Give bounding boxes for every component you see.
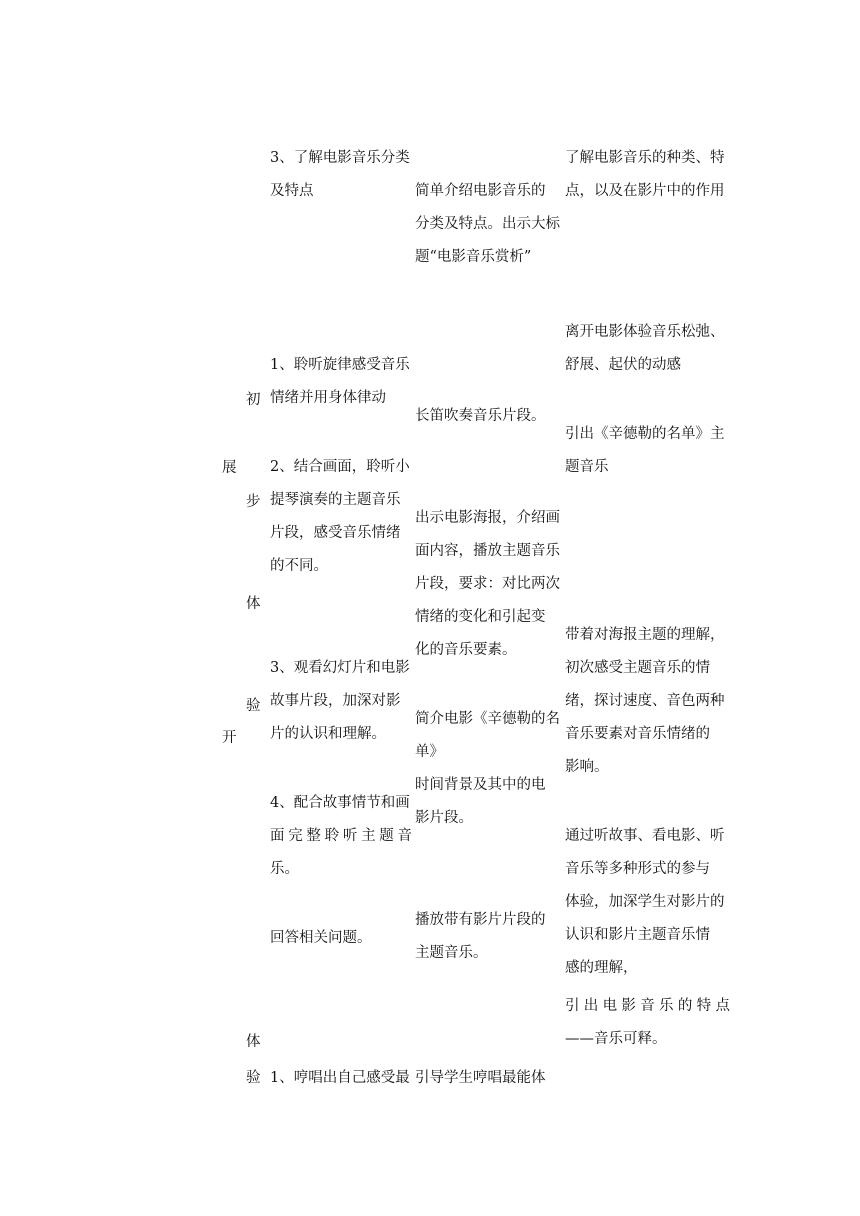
teacher-text: 主题音乐。 (415, 945, 488, 961)
purpose-text: 点，以及在影片中的作用 (565, 183, 725, 199)
teacher-text: 简单介绍电影音乐的 (415, 183, 546, 199)
teacher-text: 化的音乐要素。 (415, 642, 517, 658)
teacher-text: 情绪的变化和引起变 (415, 609, 546, 625)
activity-text: 故事片段，加深对影 (270, 693, 401, 709)
purpose-text: 通过听故事、看电影、听 (565, 828, 725, 844)
teacher-text: 简介电影《辛德勒的名 (415, 711, 560, 727)
teacher-text: 单》 (415, 744, 444, 760)
teacher-text: 出示电影海报，介绍画 (415, 510, 560, 526)
activity-text: 回答相关问题。 (270, 930, 372, 946)
activity-text: 1、哼唱出自己感受最 (270, 1070, 410, 1086)
stage-label-chu: 初 (246, 392, 261, 408)
purpose-text: 舒展、起伏的动感 (565, 357, 681, 373)
purpose-text: 引出《辛德勒的名单》主 (565, 426, 725, 442)
purpose-text: 音乐等多种形式的参与 (565, 861, 710, 877)
activity-text: 3、观看幻灯片和电影 (270, 660, 410, 676)
activity-text: 片的认识和理解。 (270, 726, 386, 742)
activity-text: 情绪并用身体律动 (270, 390, 386, 406)
purpose-text: 引出电影音乐的特点 (565, 998, 730, 1014)
purpose-text: 带着对海报主题的理解， (565, 627, 725, 643)
stage-label-yan: 验 (246, 698, 261, 714)
teacher-text: 影片段。 (415, 810, 473, 826)
stage-label-bu: 步 (246, 494, 261, 510)
stage-label-ti: 体 (246, 596, 261, 612)
activity-text: 3、了解电影音乐分类 (270, 150, 410, 166)
activity-text: 提琴演奏的主题音乐 (270, 492, 401, 508)
purpose-text: 离开电影体验音乐松弛、 (565, 324, 725, 340)
teacher-text: 分类及特点。出示大标 (415, 216, 560, 232)
activity-text: 片段，感受音乐情绪 (270, 525, 401, 541)
purpose-text: 认识和影片主题音乐情 (565, 927, 710, 943)
activity-text: 1、聆听旋律感受音乐 (270, 357, 410, 373)
teacher-text: 片段，要求：对比两次 (415, 576, 560, 592)
stage-label-zhan: 展 (222, 460, 237, 476)
activity-text: 乐。 (270, 861, 299, 877)
purpose-text: 了解电影音乐的种类、特 (565, 150, 725, 166)
purpose-text: 体验，加深学生对影片的 (565, 894, 725, 910)
activity-text: 的不同。 (270, 558, 328, 574)
teacher-text: 播放带有影片片段的 (415, 912, 546, 928)
purpose-text: 感的理解， (565, 960, 638, 976)
activity-text: 2、结合画面，聆听小 (270, 459, 410, 475)
stage-label-yan2: 验 (246, 1070, 261, 1086)
teacher-text: 引导学生哼唱最能体 (415, 1070, 546, 1086)
activity-text: 4、配合故事情节和画 (270, 795, 410, 811)
teacher-text: 时间背景及其中的电 (415, 777, 546, 793)
stage-label-kai: 开 (222, 730, 237, 746)
activity-text: 及特点 (270, 183, 314, 199)
purpose-text: 题音乐 (565, 459, 609, 475)
activity-text: 面完整聆听主题音 (270, 828, 412, 844)
teacher-text: 面内容，播放主题音乐 (415, 543, 560, 559)
purpose-text: 影响。 (565, 759, 609, 775)
teacher-text: 长笛吹奏音乐片段。 (415, 408, 546, 424)
teacher-text: 题“电影音乐赏析” (415, 249, 532, 265)
stage-label-ti2: 体 (246, 1034, 261, 1050)
purpose-text: 音乐要素对音乐情绪的 (565, 726, 710, 742)
purpose-text: ——音乐可释。 (565, 1031, 667, 1047)
purpose-text: 初次感受主题音乐的情 (565, 660, 710, 676)
purpose-text: 绪，探讨速度、音色两种 (565, 693, 725, 709)
